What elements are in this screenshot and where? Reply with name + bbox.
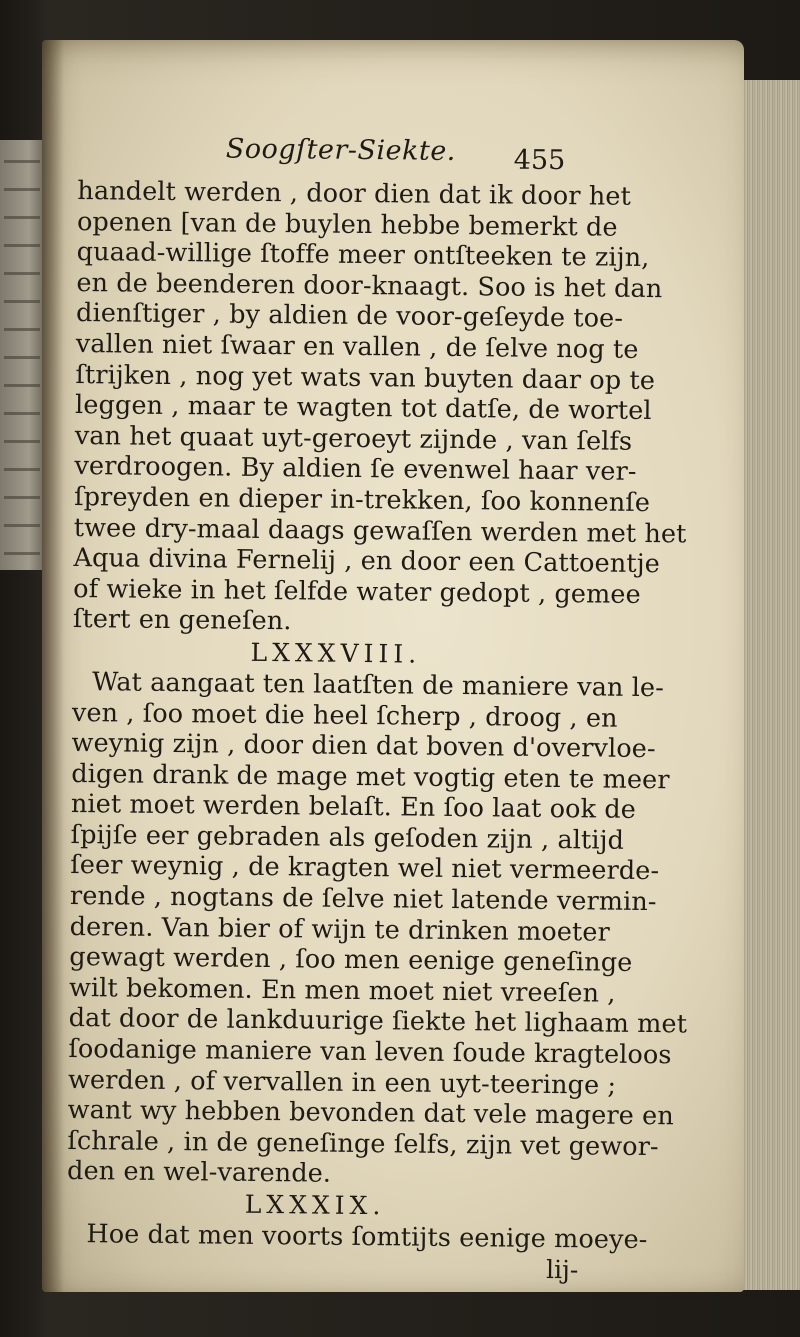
- paragraph-1: [73, 176, 694, 641]
- text-line: verdroogen. By aldien ſe evenwel haar ver-: [74, 451, 637, 488]
- adjacent-page-text-bleed: [4, 160, 40, 560]
- section-heading-lxxxix: LXXXIX.: [244, 1189, 386, 1221]
- text-line: ven , ſoo moet die heel ſcherp , droog , en: [71, 697, 618, 734]
- text-line: van het quaat uyt-geroeyt zijnde , van ſelfs: [74, 420, 633, 457]
- paragraph-3: [66, 1219, 682, 1256]
- text-line: den en wel-varende.: [66, 1156, 332, 1190]
- running-title: Soogſter-Siekte.: [225, 133, 457, 167]
- text-line: ſpreyden en dieper in-trekken, ſoo konnenſe: [74, 481, 651, 518]
- text-line: Wat aangaat ten laatſten de maniere van le-: [92, 667, 665, 704]
- running-head: [78, 132, 694, 182]
- text-line: digen drank de mage met vogtig eten te meer: [71, 758, 670, 795]
- text-line: want wy hebben bevonden dat vele magere en: [67, 1095, 674, 1132]
- text-line: quaad-willige ſtoffe meer ontſteeken te zijn,: [76, 237, 650, 274]
- text-line: twee dry-maal daags gewaſſen werden met het: [73, 512, 687, 549]
- text-line: dat door de lankduurige ſiekte het lighaam met: [68, 1003, 688, 1040]
- text-line: ſeer weynig , de kragten wel niet vermeerde-: [70, 850, 660, 887]
- spine-shadow: [42, 40, 64, 1292]
- text-line: wilt bekomen. En men moet niet vreeſen ,: [68, 972, 616, 1009]
- text-line: deren. Van bier of wijn te drinken moeter: [69, 911, 610, 948]
- text-line: of wieke in het ſelfde water gedopt , gemee: [73, 573, 641, 610]
- text-line: niet moet werden belaſt. En ſoo laat ook de: [70, 789, 637, 826]
- text-line: weynig zijn , door dien dat boven d'overvloe-: [71, 728, 656, 765]
- text-line: ſtrijken , nog yet wats van buyten daar op te: [75, 359, 656, 396]
- text-line: werden , of vervallen in een uyt-teeringe ;: [67, 1064, 617, 1101]
- text-line: en de beenderen door-knaagt. Soo is het dan: [76, 267, 663, 304]
- text-line: gewagt werden , ſoo men eenige geneſinge: [69, 942, 633, 979]
- text-line: handelt werden , door dien dat ik door het: [77, 175, 632, 212]
- text-line: vallen niet ſwaar en vallen , de ſelve nog te: [75, 328, 639, 365]
- text-line: Hoe dat men voorts ſomtijts eenige moeye-: [86, 1219, 648, 1256]
- text-line: leggen , maar te wagten tot datſe, de wortel: [74, 390, 652, 427]
- catchword: lij-: [545, 1254, 579, 1284]
- section-heading-lxxxviii: LXXXVIII.: [250, 637, 422, 669]
- paragraph-2: [67, 667, 688, 1194]
- text-line: ſoodanige maniere van leven ſoude kragteloos: [68, 1033, 672, 1071]
- page-text: [66, 132, 694, 1286]
- page-number: 455: [513, 144, 566, 177]
- text-line: rende , nogtans de ſelve niet latende vermin-: [69, 881, 657, 918]
- text-line: Aqua divina Fernelij , en door een Cattoentje: [73, 543, 661, 580]
- text-line: ſtert en geneſen.: [72, 604, 292, 637]
- text-line: ſchrale , in de geneſinge ſelfs, zijn vet gewor-: [67, 1125, 659, 1162]
- text-line: dienſtiger , by aldien de voor-geſeyde toe-: [75, 298, 624, 335]
- text-line: openen [van de buylen hebbe bemerkt de: [76, 206, 618, 243]
- text-line: ſpijſe eer gebraden als geſoden zijn , altijd: [70, 819, 625, 856]
